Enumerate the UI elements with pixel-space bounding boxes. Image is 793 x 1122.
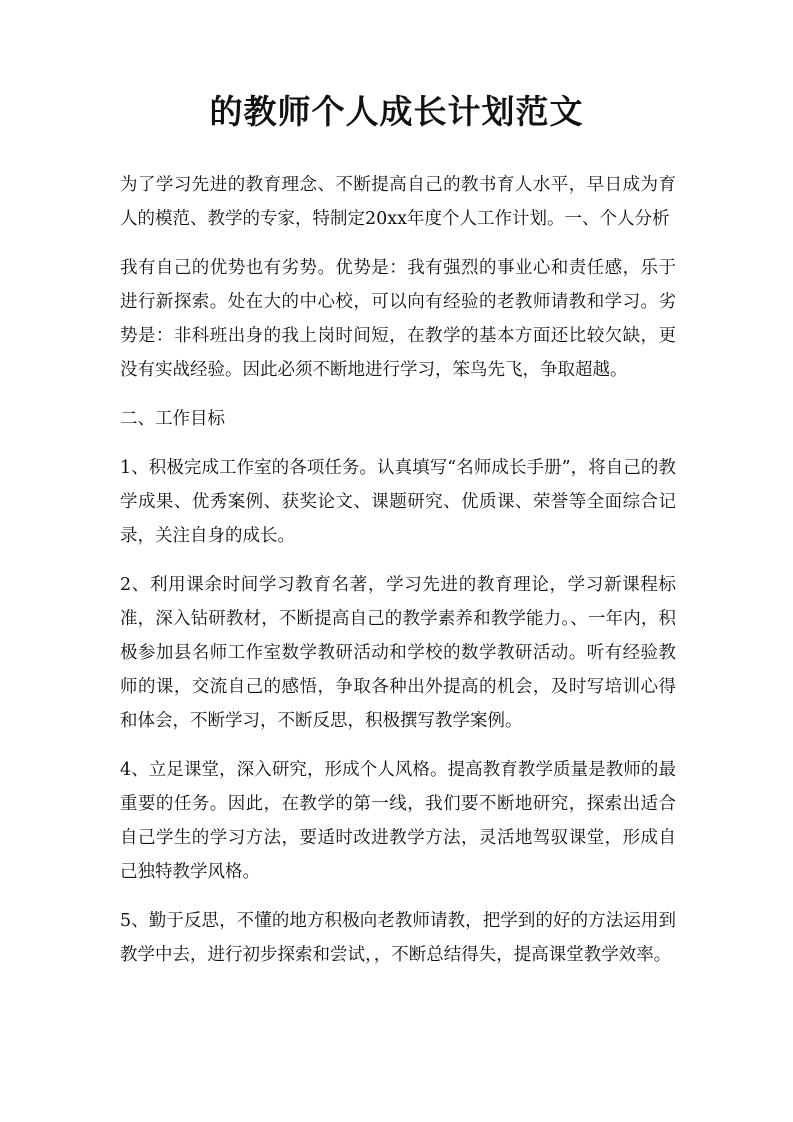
paragraph-intro: 为了学习先进的教育理念、不断提高自己的教书育人水平，早日成为育人的模范、教学的专家，特制定20xx年度个人工作计划。一、个人分析 xyxy=(120,175,676,229)
section-heading-goals: 二、工作目标 xyxy=(120,409,225,429)
paragraph-goal-1: 1、积极完成工作室的各项任务。认真填写“名师成长手册”，将自己的教学成果、优秀案例、获奖论文、课题研究、优质课、荣誉等全面综合记录，关注自身的成长。 xyxy=(120,458,676,546)
paragraph-goal-2: 2、利用课余时间学习教育名著，学习先进的教育理论，学习新课程标准，深入钻研教材，不断提高自己的教学素养和教学能力。、一年内，积极参加县名师工作室数学教研活动和学校的数学教研活动。听有经验教师的课，交流自己的感悟，争取各种出外提高的机会，及时写培训心得和体会，不断学习，不断反思，积极撰写教学案例。 xyxy=(120,575,676,731)
document-body xyxy=(120,168,676,987)
document-title: 的教师个人成长计划范文 xyxy=(209,92,584,131)
paragraph-self-analysis: 我有自己的优势也有劣势。优势是：我有强烈的事业心和责任感，乐于进行新探索。处在大的中心校，可以向有经验的老教师请教和学习。劣势是：非科班出身的我上岗时间短，在教学的基本方面还比较欠缺，更没有实战经验。因此必须不断地进行学习，笨鸟先飞，争取超越。 xyxy=(120,258,676,380)
paragraph-goal-4: 4、立足课堂，深入研究，形成个人风格。提高教育教学质量是教师的最重要的任务。因此，在教学的第一线，我们要不断地研究，探索出适合自己学生的学习方法，要适时改进教学方法，灵活地驾驭课堂，形成自己独特教学风格。 xyxy=(120,760,676,882)
paragraph-goal-5: 5、勤于反思，不懂的地方积极向老教师请教，把学到的好的方法运用到教学中去，进行初步探索和尝试，，不断总结得失，提高课堂教学效率。 xyxy=(120,911,676,965)
